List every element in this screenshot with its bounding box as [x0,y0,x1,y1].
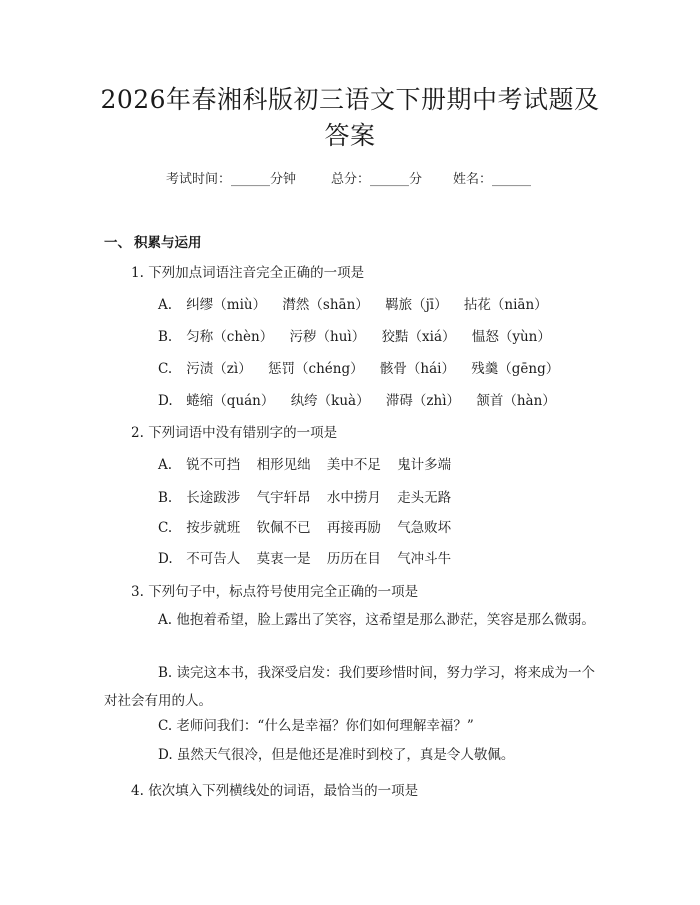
q2-option-d [158,547,463,567]
question-3 [131,580,418,600]
q2-option-a [158,453,463,473]
option-letter: C. [158,520,173,536]
option-word: 羁旅（jī） [385,297,448,313]
option-word: 水中捞月 [326,490,381,506]
option-word: 走头无路 [397,490,452,506]
page-title: 2026年春湘科版初三语文下册期中考试题及答案 [100,85,600,150]
question-2 [131,421,337,441]
option-word: 相形见绌 [256,457,311,473]
option-word: 残羹（gēng） [471,361,560,377]
option-word: 按步就班 [186,520,241,536]
section-heading [104,231,202,251]
option-word: 钦佩不已 [256,520,311,536]
option-letter: B. [158,490,173,506]
question-stem: 下列词语中没有错别字的一项是 [148,425,338,441]
section-number: 一、 [104,235,131,251]
option-word: 蜷缩（quán） [186,393,275,409]
option-word: 污渍（zì） [186,361,252,377]
option-word: 纨绔（kuà） [290,393,370,409]
option-word: 气冲斗牛 [397,551,452,567]
option-word: 潸然（shān） [282,297,369,313]
option-word: 不可告人 [186,551,241,567]
option-word: 愠怒（yùn） [471,329,551,345]
question-stem: 依次填入下列横线处的词语，最恰当的一项是 [148,783,419,799]
option-word: 纠缪（miù） [186,297,267,313]
q3-option-d: D. 虽然天气很冷，但是他还是准时到校了，真是令人敬佩。 [158,747,515,763]
total-score: 总分：______分 [331,172,423,187]
option-word: 滞碍（zhì） [385,393,461,409]
question-stem: 下列加点词语注音完全正确的一项是 [148,265,365,281]
option-word: 狡黠（xiá） [381,329,456,345]
q3-option-b: B. 读完这本书，我深受启发：我们要珍惜时间，努力学习，将来成为一个对社会有用的人。 [104,665,596,709]
option-letter: A. [158,297,173,313]
question-1 [131,261,364,281]
option-word: 历历在目 [326,551,381,567]
option-word: 长途跋涉 [186,490,241,506]
option-letter: D. [158,551,173,567]
question-number: 2. [131,425,144,441]
option-word: 污秽（huì） [289,329,366,345]
q1-option-c [158,357,571,377]
q2-option-b [158,486,463,506]
option-word: 颔首（hàn） [476,393,556,409]
question-number: 3. [131,584,144,600]
option-word: 莫衷一是 [256,551,311,567]
option-word: 惩罚（chéng） [268,361,364,377]
option-word: 匀称（chèn） [186,329,274,345]
student-name: 姓名：______ [453,172,532,187]
question-number: 1. [131,265,144,281]
q3-option-c: C. 老师问我们：“什么是幸福？你们如何理解幸福？” [158,718,474,734]
option-word: 锐不可挡 [186,457,241,473]
option-word: 拈花（niān） [463,297,548,313]
section-title-text: 积累与运用 [134,235,202,251]
q1-option-b [158,325,563,345]
q2-option-c [158,516,463,536]
q1-option-d [158,389,568,409]
question-stem: 下列句子中，标点符号使用完全正确的一项是 [148,584,419,600]
option-word: 气急败坏 [397,520,452,536]
question-number: 4. [131,783,144,799]
option-letter: A. [158,457,173,473]
exam-time: 考试时间：______分钟 [166,172,297,187]
option-letter: D. [158,393,173,409]
option-word: 美中不足 [326,457,381,473]
q3-option-a: A. 他抱着希望，脸上露出了笑容，这希望是那么渺茫，笑容是那么微弱。 [158,612,595,628]
option-letter: B. [158,329,173,345]
question-4 [131,779,418,799]
option-word: 再接再励 [326,520,381,536]
option-word: 骸骨（hái） [379,361,455,377]
option-letter: C. [158,361,173,377]
q1-option-a [158,293,560,313]
option-word: 气宇轩昂 [256,490,311,506]
option-word: 鬼计多端 [397,457,452,473]
